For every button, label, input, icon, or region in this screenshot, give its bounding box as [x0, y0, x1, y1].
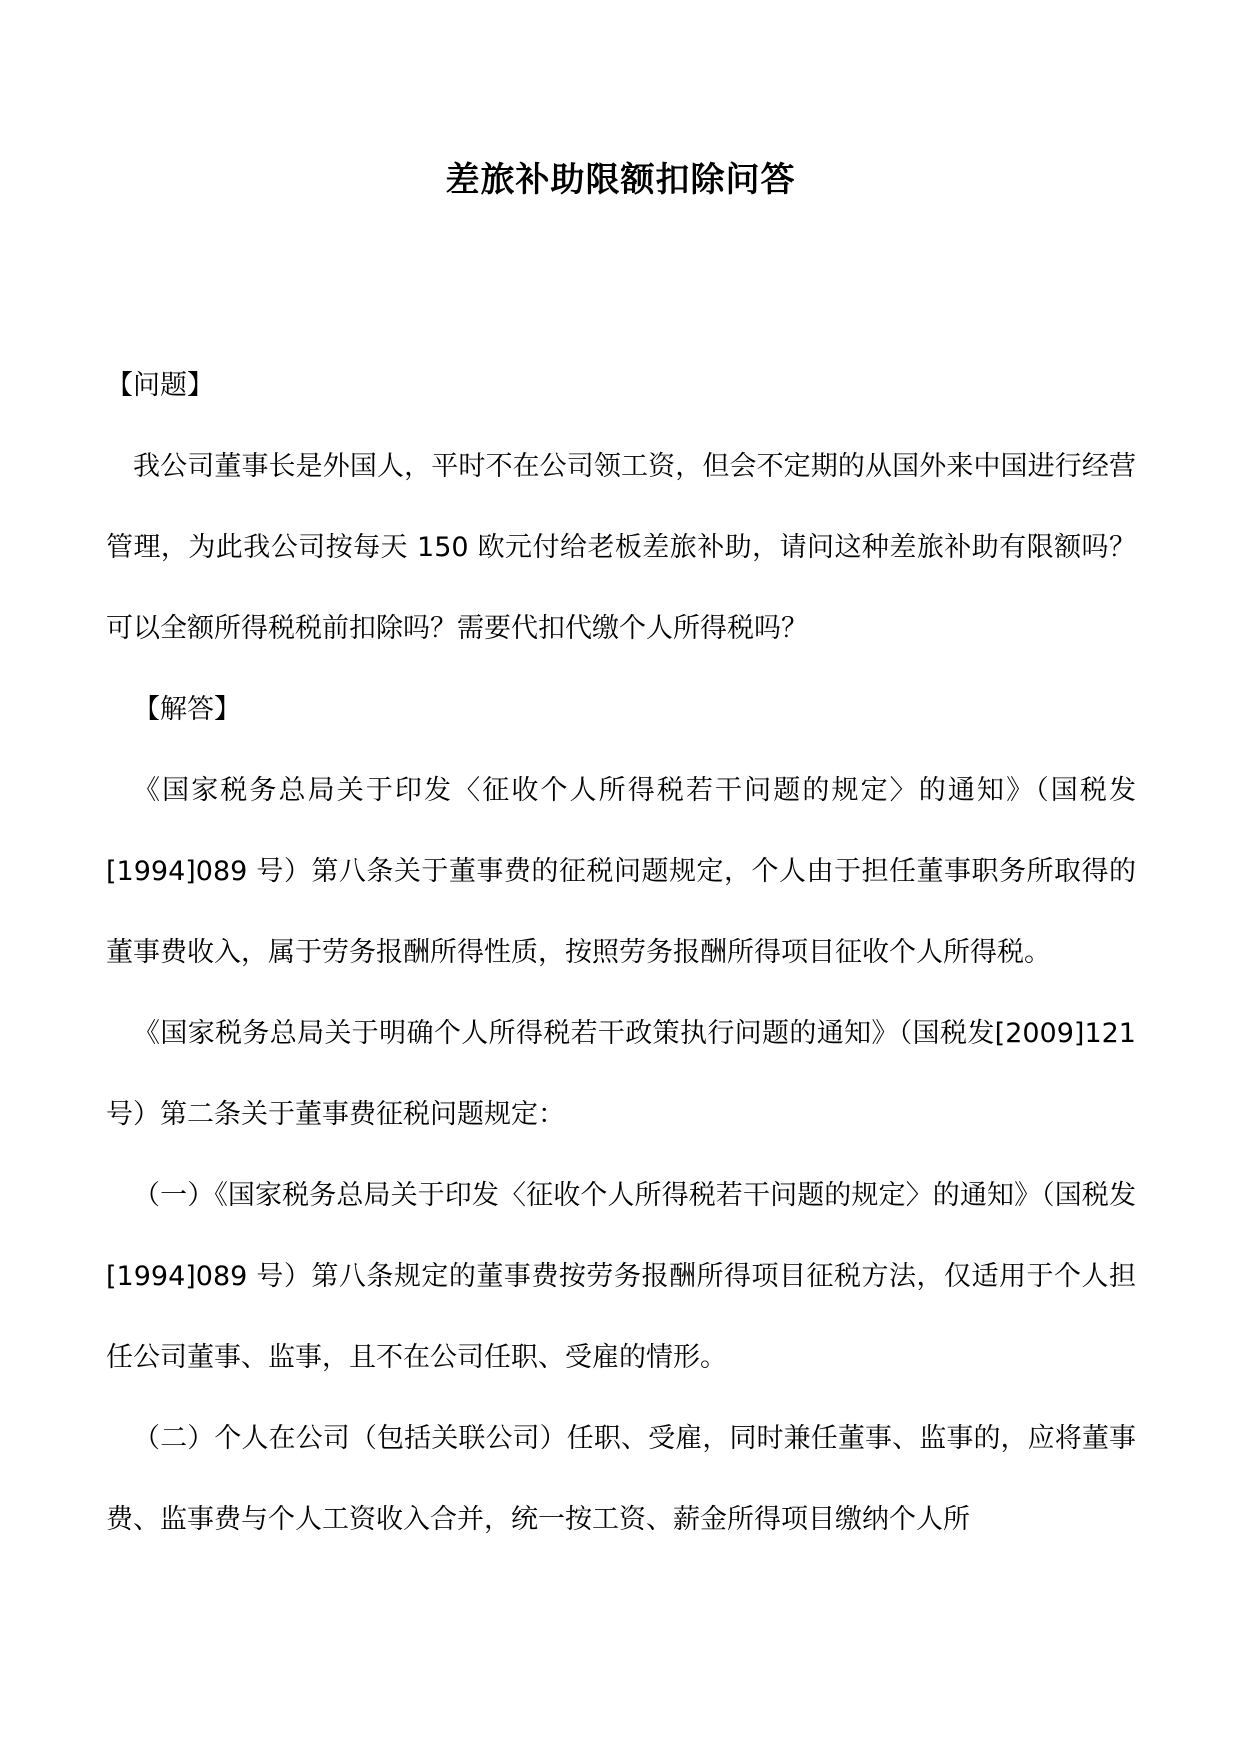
answer-paragraph-1: 《国家税务总局关于印发〈征收个人所得税若干问题的规定〉的通知》（国税发[1994]089 号）第八条关于董事费的征税问题规定，个人由于担任董事职务所取得的董事费收入，属于劳务报酬所得性质，按照劳务报酬所得项目征收个人所得税。 — [106, 775, 1136, 968]
answer-paragraph-4: （二）个人在公司（包括关联公司）任职、受雇，同时兼任董事、监事的，应将董事费、监事费与个人工资收入合并，统一按工资、薪金所得项目缴纳个人所 — [106, 1423, 1136, 1535]
answer-heading: 【解答】 — [133, 694, 241, 725]
answer-paragraph-3: （一）《国家税务总局关于印发〈征收个人所得税若干问题的规定〉的通知》（国税发[1994]089 号）第八条规定的董事费按劳务报酬所得项目征税方法，仅适用于个人担任公司董事、监事，且不在公司任职、受雇的情形。 — [106, 1180, 1136, 1373]
question-paragraph: 我公司董事长是外国人，平时不在公司领工资，但会不定期的从国外来中国进行经营管理，为此我公司按每天 150 欧元付给老板差旅补助，请问这种差旅补助有限额吗？可以全额所得税税前扣除吗？需要代扣代缴个人所得税吗？ — [106, 451, 1136, 644]
document-title: 差旅补助限额扣除问答 — [445, 160, 796, 200]
question-heading: 【问题】 — [106, 370, 214, 401]
document-body — [106, 345, 1136, 1560]
answer-paragraph-2: 《国家税务总局关于明确个人所得税若干政策执行问题的通知》（国税发[2009]121 号）第二条关于董事费征税问题规定： — [106, 1018, 1136, 1130]
